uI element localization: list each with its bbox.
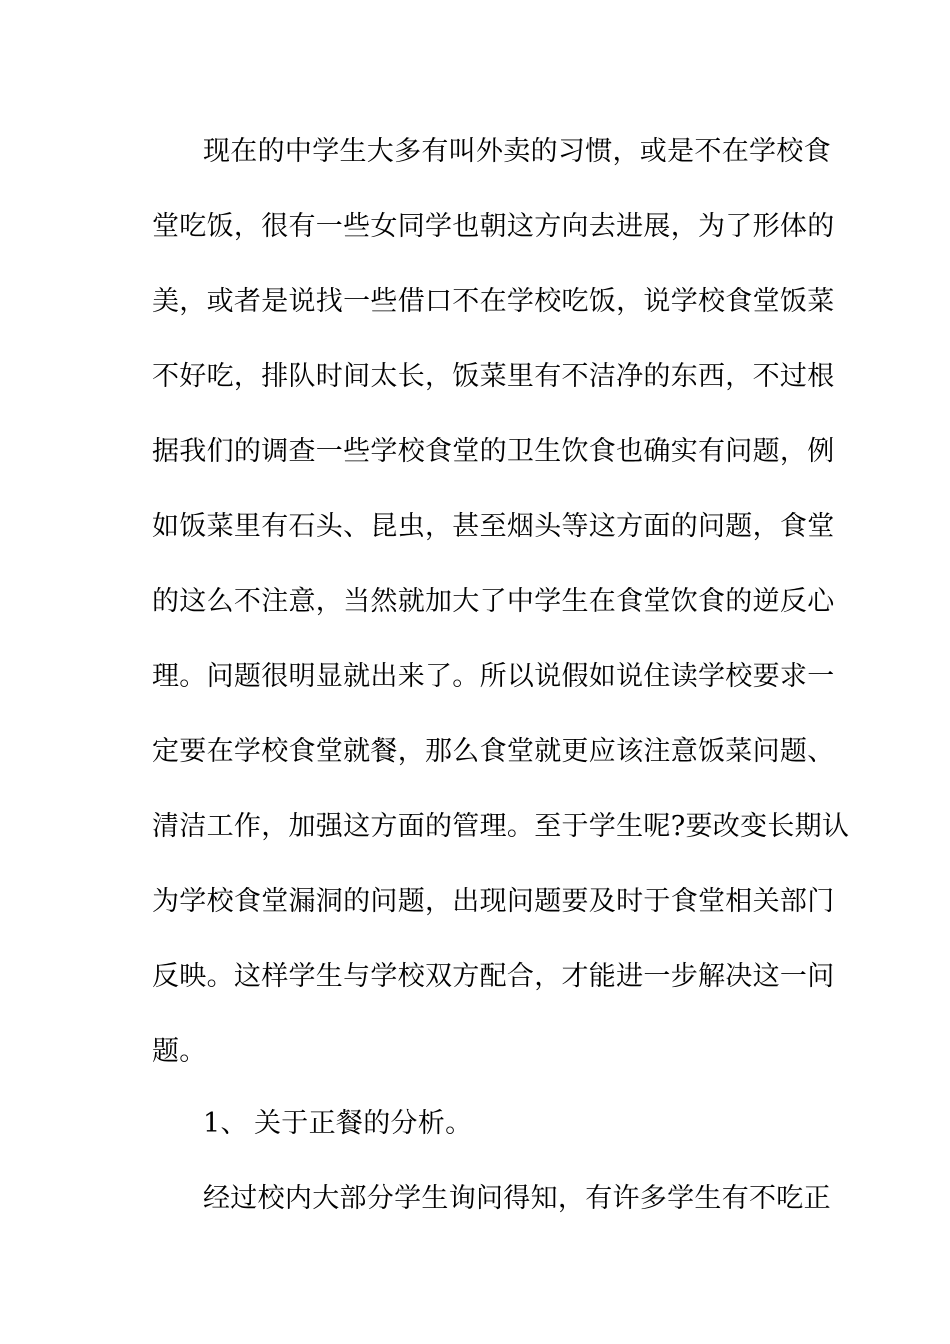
paragraph-line: 反映。这样学生与学校双方配合，才能进一步解决这一问 xyxy=(152,961,835,992)
paragraph-line: 不好吃，排队时间太长，饭菜里有不洁净的东西，不过根 xyxy=(152,361,835,392)
paragraph-line: 据我们的调查一些学校食堂的卫生饮食也确实有问题，例 xyxy=(152,436,835,467)
section-number: 1、 xyxy=(203,1108,248,1139)
paragraph-line: 如饭菜里有石头、昆虫，甚至烟头等这方面的问题，食堂 xyxy=(152,511,835,542)
paragraph-line: 美，或者是说找一些借口不在学校吃饭，说学校食堂饭菜 xyxy=(152,286,835,317)
paragraph-line: 现在的中学生大多有叫外卖的习惯，或是不在学校食 xyxy=(203,136,831,167)
paragraph-line: 题。 xyxy=(152,1036,207,1067)
paragraph-line: 的这么不注意，当然就加大了中学生在食堂饮食的逆反心 xyxy=(152,586,835,617)
paragraph-line: 堂吃饭，很有一些女同学也朝这方向去进展，为了形体的 xyxy=(152,211,835,242)
paragraph-line: 为学校食堂漏洞的问题，出现问题要及时于食堂相关部门 xyxy=(152,886,835,917)
section-title: 关于正餐的分析。 xyxy=(254,1108,473,1139)
paragraph-line: 清洁工作，加强这方面的管理。至于学生呢?要改变长期认 xyxy=(152,811,850,842)
paragraph-line: 定要在学校食堂就餐，那么食堂就更应该注意饭菜问题、 xyxy=(152,736,835,767)
paragraph-line: 经过校内大部分学生询问得知，有许多学生有不吃正 xyxy=(203,1183,831,1214)
paragraph-line: 理。问题很明显就出来了。所以说假如说住读学校要求一 xyxy=(152,661,835,692)
